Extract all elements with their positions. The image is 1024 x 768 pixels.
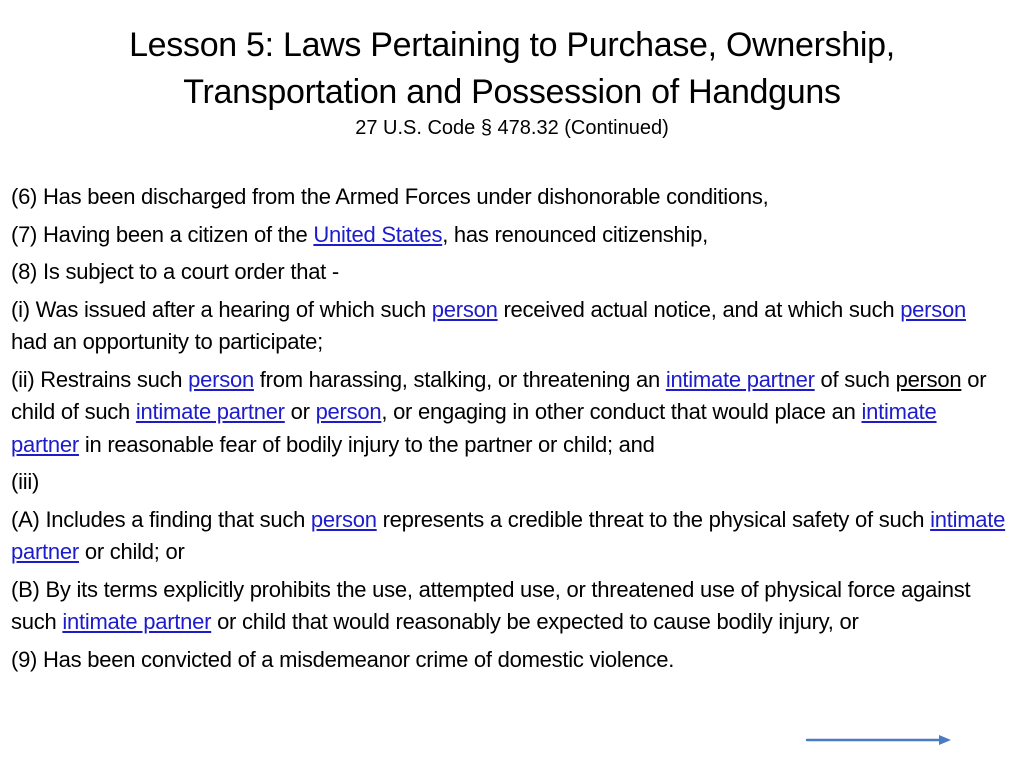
slide-body	[11, 181, 1007, 681]
arrow-head	[939, 735, 951, 745]
paragraph-7	[11, 219, 1007, 252]
paragraph-ii-text-3: of such	[814, 366, 896, 392]
paragraph-a-text-3: or child; or	[78, 539, 185, 564]
right-arrow-icon[interactable]	[805, 733, 955, 747]
paragraph-6-text: (6) Has been discharged from the Armed Forces under dishonorable conditions,	[11, 184, 769, 209]
link-person[interactable]: person	[315, 399, 382, 424]
paragraph-b-text-2: or child that would reasonably be expected to cause bodily injury, or	[211, 609, 859, 634]
paragraph-iii	[11, 466, 1007, 499]
link-person[interactable]: person	[431, 296, 498, 322]
underlined-person: person	[895, 366, 962, 392]
paragraph-iii-text: (iii)	[11, 469, 40, 494]
paragraph-ii-text-1: (ii) Restrains such	[11, 366, 189, 392]
paragraph-a-text-1: (A) Includes a finding that such	[11, 506, 311, 532]
paragraph-a-text-2: represents a credible threat to the physical safety of such	[376, 506, 931, 532]
paragraph-i	[11, 294, 1007, 359]
paragraph-ii-text-6: , or engaging in other conduct that would place an	[381, 399, 862, 424]
slide-title-line-2: Transportation and Possession of Handguns	[183, 73, 841, 111]
paragraph-7-text-2: , has renounced citizenship,	[442, 221, 708, 247]
paragraph-b	[11, 574, 1007, 639]
link-person[interactable]: person	[310, 506, 377, 532]
paragraph-ii-text-5: or	[284, 399, 316, 424]
paragraph-i-text-3: had an opportunity to participate;	[11, 329, 323, 354]
slide-subtitle: 27 U.S. Code § 478.32 (Continued)	[355, 117, 669, 139]
link-intimate-partner[interactable]: intimate partner	[62, 609, 212, 634]
link-intimate-partner[interactable]: intimate partner	[135, 399, 285, 424]
link-person[interactable]: person	[188, 366, 254, 392]
paragraph-ii	[11, 364, 1007, 462]
paragraph-ii-text-7: in reasonable fear of bodily injury to the partner or child; and	[78, 431, 655, 457]
paragraph-i-text-1: (i) Was issued after a hearing of which such	[11, 296, 432, 322]
paragraph-7-text-1: (7) Having been a citizen of the	[11, 221, 314, 247]
paragraph-8	[11, 256, 1007, 289]
paragraph-ii-text-4: or child of such	[11, 366, 987, 424]
paragraph-8-text: (8) Is subject to a court order that -	[11, 259, 339, 284]
link-intimate-partner[interactable]: intimate partner	[11, 399, 937, 457]
link-united-states[interactable]: United States	[313, 221, 443, 247]
title-block	[20, 22, 1004, 140]
paragraph-6	[11, 181, 1007, 214]
paragraph-b-text-1: (B) By its terms explicitly prohibits the use, attempted use, or threatened use of physical force against such	[11, 576, 971, 634]
paragraph-ii-text-2: from harassing, stalking, or threatening an	[253, 366, 666, 392]
slide-title-line-1: Lesson 5: Laws Pertaining to Purchase, Ownership,	[129, 26, 895, 64]
link-intimate-partner[interactable]: intimate partner	[665, 366, 815, 392]
slide-title	[20, 22, 1004, 116]
paragraph-i-text-2: received actual notice, and at which such	[497, 296, 901, 322]
link-person[interactable]: person	[900, 296, 966, 322]
paragraph-9	[11, 644, 1007, 677]
paragraph-a	[11, 504, 1007, 569]
paragraph-9-text: (9) Has been convicted of a misdemeanor crime of domestic violence.	[11, 646, 675, 672]
link-intimate-partner[interactable]: intimate partner	[11, 506, 1006, 564]
